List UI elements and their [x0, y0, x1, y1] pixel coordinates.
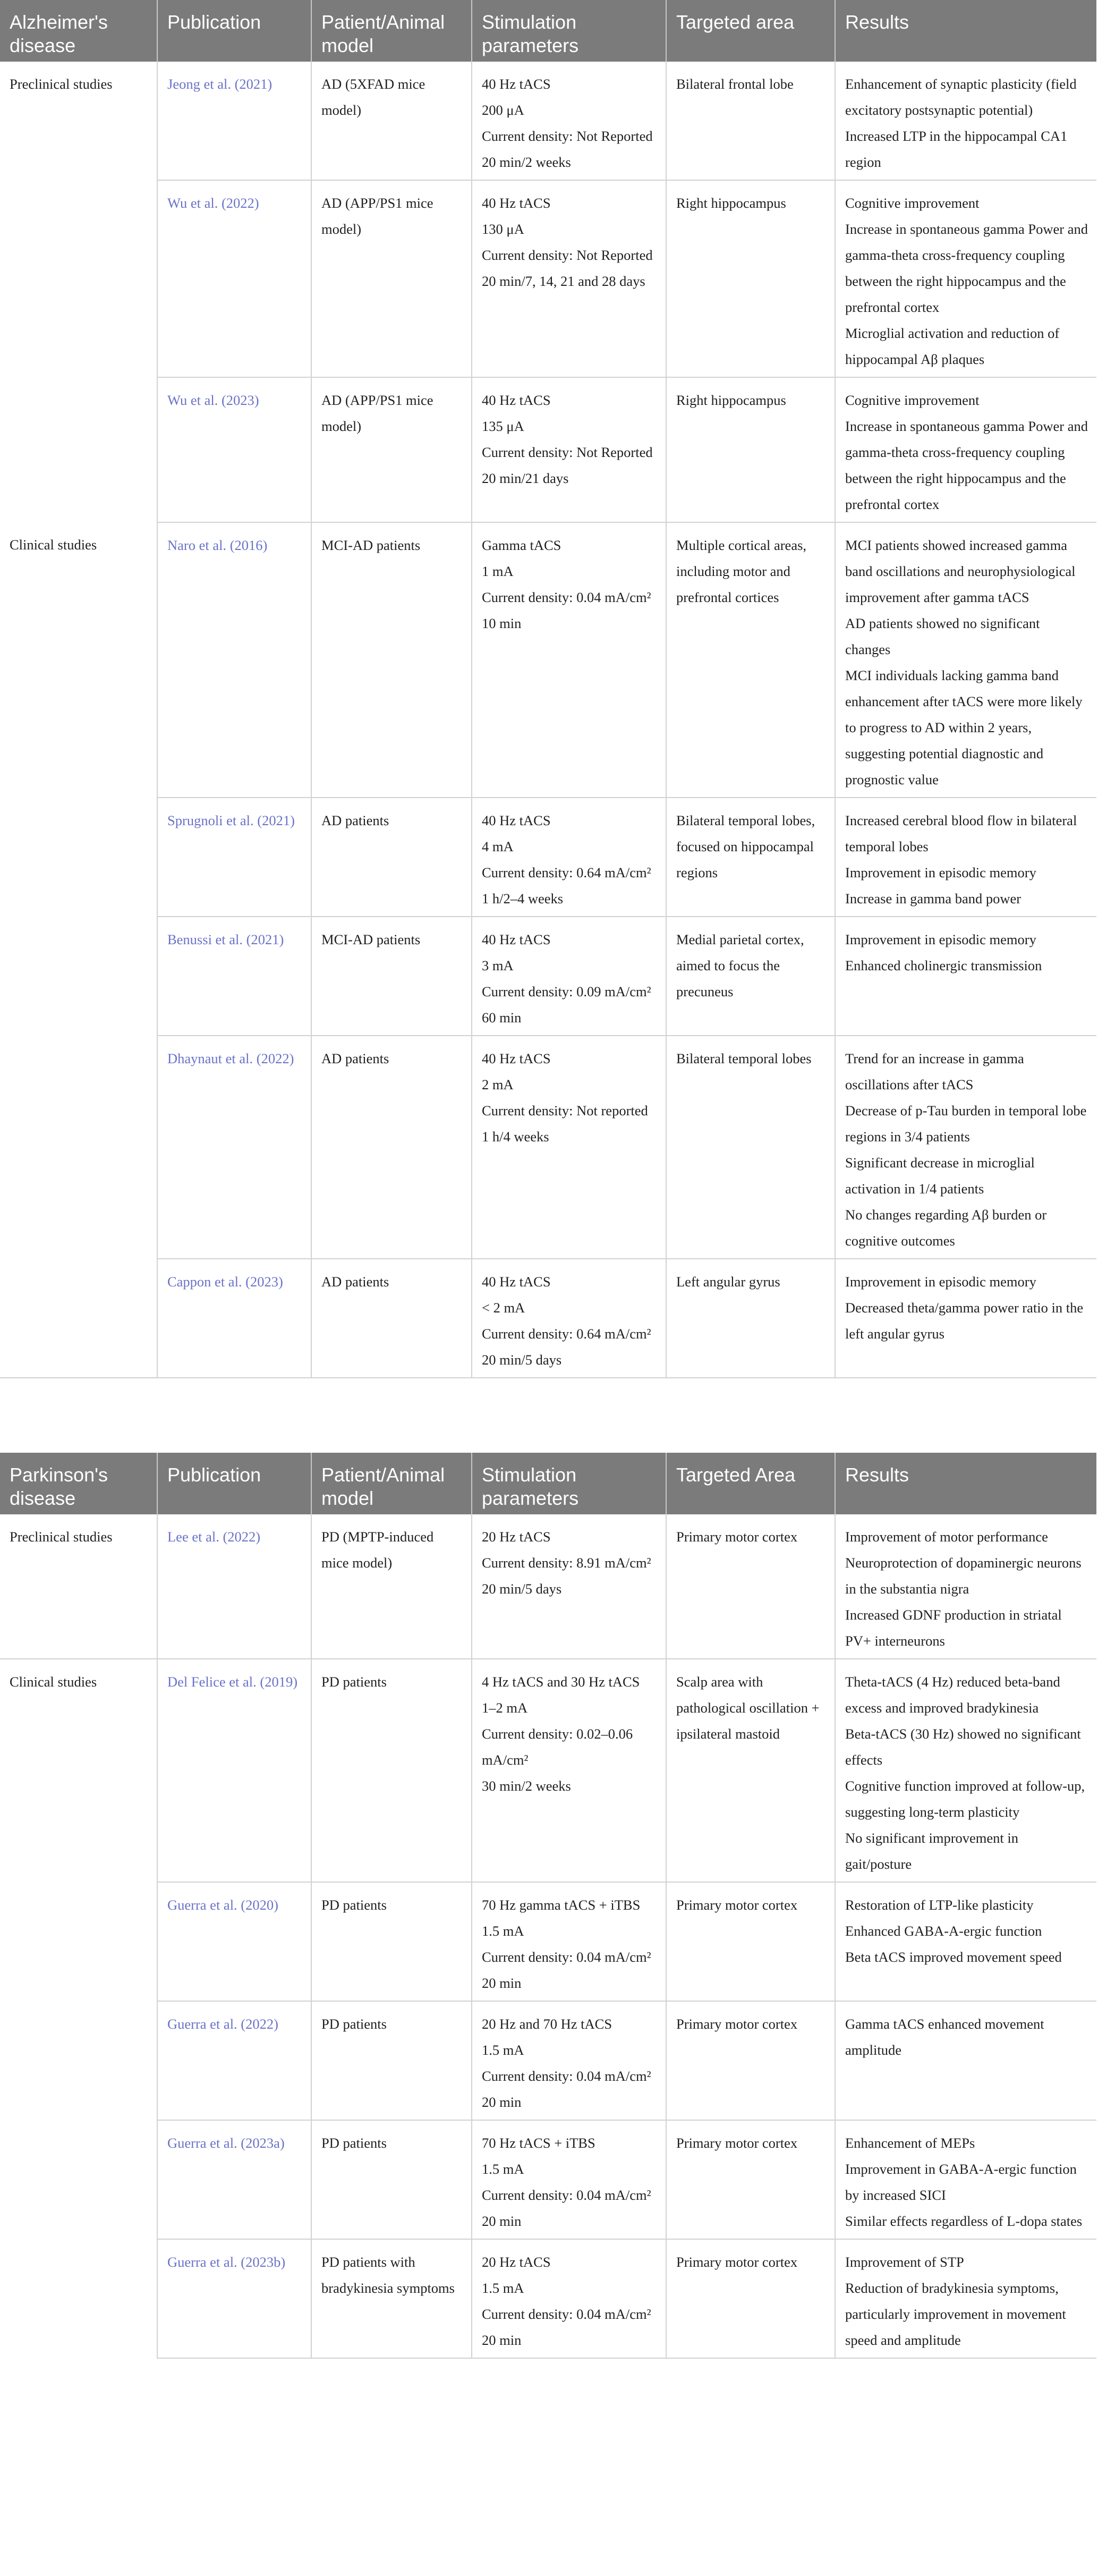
- publication-link[interactable]: Sprugnoli et al. (2021): [167, 812, 295, 828]
- result-line: Cognitive improvement: [845, 392, 980, 408]
- publication-link[interactable]: Naro et al. (2016): [167, 537, 268, 553]
- result-line: Increase in gamma band power: [845, 891, 1022, 906]
- param-line: 2 mA: [482, 1077, 514, 1092]
- header-publication: Publication: [157, 1453, 311, 1514]
- header-results: Results: [835, 1453, 1096, 1514]
- result-line: Improvement in episodic memory: [845, 1274, 1036, 1290]
- param-line: 1 h/4 weeks: [482, 1129, 549, 1145]
- parkinsons-table: [0, 1453, 1096, 2359]
- param-line: 40 Hz tACS: [482, 392, 551, 408]
- publication-link[interactable]: Jeong et al. (2021): [167, 76, 273, 92]
- study-group: Preclinical studies: [0, 1514, 157, 1659]
- param-line: 40 Hz tACS: [482, 812, 551, 828]
- param-line: 20 min/21 days: [482, 470, 569, 486]
- param-line: 20 Hz tACS: [482, 2254, 551, 2270]
- result-line: Increase in spontaneous gamma Power and gamma-theta cross-frequency coupling between the right hippocampus and the prefrontal cortex: [845, 221, 1088, 315]
- param-line: Current density: 0.64 mA/cm²: [482, 865, 651, 880]
- table-row: [0, 377, 1096, 522]
- param-line: 135 μA: [482, 418, 524, 434]
- model-cell: AD (APP/PS1 mice model): [311, 180, 472, 377]
- table-row: [0, 180, 1096, 377]
- result-line: Beta-tACS (30 Hz) showed no significant effects: [845, 1726, 1081, 1768]
- param-line: Current density: 0.04 mA/cm²: [482, 2306, 651, 2322]
- table-row: [0, 1036, 1096, 1259]
- parkinsons-header-row: [0, 1453, 1096, 1514]
- result-line: Improvement in GABA-A-ergic function by increased SICI: [845, 2161, 1077, 2203]
- result-line: AD patients showed no significant changes: [845, 615, 1040, 657]
- area-cell: Bilateral frontal lobe: [666, 62, 835, 180]
- header-results: Results: [835, 0, 1096, 62]
- result-line: Restoration of LTP-like plasticity: [845, 1897, 1034, 1913]
- model-cell: MCI-AD patients: [311, 917, 472, 1036]
- result-line: Decreased theta/gamma power ratio in the left angular gyrus: [845, 1300, 1084, 1342]
- publication-link[interactable]: Guerra et al. (2023b): [167, 2254, 286, 2270]
- param-line: 20 min/5 days: [482, 1581, 562, 1597]
- param-line: Current density: 0.09 mA/cm²: [482, 984, 651, 999]
- param-line: 1 h/2–4 weeks: [482, 891, 564, 906]
- header-area: Targeted area: [666, 0, 835, 62]
- result-line: Similar effects regardless of L-dopa states: [845, 2213, 1083, 2229]
- param-line: 40 Hz tACS: [482, 1274, 551, 1290]
- table-row: [0, 1659, 1096, 1882]
- table-row: [0, 1259, 1096, 1378]
- params-cell: [472, 2239, 666, 2358]
- model-cell: AD (5XFAD mice model): [311, 62, 472, 180]
- model-cell: PD (MPTP-induced mice model): [311, 1514, 472, 1659]
- header-params: Stimulation parameters: [472, 1453, 666, 1514]
- results-cell: [835, 1036, 1096, 1259]
- results-cell: [835, 1659, 1096, 1882]
- table-row: [0, 1882, 1096, 2001]
- results-cell: [835, 1882, 1096, 2001]
- publication-link[interactable]: Wu et al. (2022): [167, 195, 259, 211]
- table-row: [0, 2001, 1096, 2120]
- param-line: 40 Hz tACS: [482, 931, 551, 947]
- result-line: Theta-tACS (4 Hz) reduced beta-band excess and improved bradykinesia: [845, 1674, 1060, 1716]
- publication-link[interactable]: Benussi et al. (2021): [167, 931, 284, 947]
- params-cell: [472, 1882, 666, 2001]
- table-row: [0, 62, 1096, 180]
- param-line: 20 min: [482, 1975, 522, 1991]
- results-cell: [835, 1259, 1096, 1378]
- result-line: Increased GDNF production in striatal PV+ interneurons: [845, 1607, 1062, 1649]
- param-line: 1.5 mA: [482, 1923, 524, 1939]
- area-cell: Primary motor cortex: [666, 2120, 835, 2239]
- param-line: Current density: Not Reported: [482, 247, 653, 263]
- param-line: Current density: 0.04 mA/cm²: [482, 2068, 651, 2084]
- model-cell: MCI-AD patients: [311, 522, 472, 798]
- result-line: Beta tACS improved movement speed: [845, 1949, 1062, 1965]
- result-line: Microglial activation and reduction of hippocampal Aβ plaques: [845, 325, 1060, 367]
- area-cell: Right hippocampus: [666, 377, 835, 522]
- params-cell: [472, 377, 666, 522]
- model-cell: PD patients: [311, 1659, 472, 1882]
- params-cell: [472, 917, 666, 1036]
- publication-cell: [157, 1882, 311, 2001]
- params-cell: [472, 2120, 666, 2239]
- param-line: 70 Hz tACS + iTBS: [482, 2135, 595, 2151]
- param-line: 20 min/2 weeks: [482, 154, 571, 170]
- param-line: 20 min/5 days: [482, 1352, 562, 1368]
- study-group: Clinical studies: [0, 522, 157, 1378]
- param-line: < 2 mA: [482, 1300, 525, 1316]
- header-model: Patient/Animal model: [311, 1453, 472, 1514]
- result-line: Cognitive function improved at follow-up, suggesting long-term plasticity: [845, 1778, 1085, 1820]
- results-cell: [835, 377, 1096, 522]
- area-cell: Right hippocampus: [666, 180, 835, 377]
- study-group: Preclinical studies: [0, 62, 157, 522]
- publication-cell: [157, 798, 311, 917]
- param-line: 10 min: [482, 615, 522, 631]
- param-line: 30 min/2 weeks: [482, 1778, 571, 1794]
- area-cell: Primary motor cortex: [666, 1514, 835, 1659]
- results-cell: [835, 180, 1096, 377]
- param-line: Current density: 8.91 mA/cm²: [482, 1555, 651, 1571]
- model-cell: AD patients: [311, 1259, 472, 1378]
- param-line: 60 min: [482, 1010, 522, 1026]
- publication-link[interactable]: Del Felice et al. (2019): [167, 1674, 298, 1690]
- result-line: Improvement in episodic memory: [845, 865, 1036, 880]
- model-cell: PD patients: [311, 2120, 472, 2239]
- table-row: [0, 2120, 1096, 2239]
- param-line: 4 mA: [482, 838, 514, 854]
- result-line: Significant decrease in microglial activation in 1/4 patients: [845, 1155, 1035, 1197]
- param-line: Current density: 0.04 mA/cm²: [482, 2187, 651, 2203]
- param-line: 40 Hz tACS: [482, 76, 551, 92]
- param-line: Current density: 0.64 mA/cm²: [482, 1326, 651, 1342]
- param-line: 1.5 mA: [482, 2042, 524, 2058]
- param-line: 1.5 mA: [482, 2280, 524, 2296]
- param-line: 3 mA: [482, 957, 514, 973]
- param-line: Current density: Not reported: [482, 1103, 648, 1118]
- publication-link[interactable]: Wu et al. (2023): [167, 392, 259, 408]
- result-line: Enhancement of synaptic plasticity (field excitatory postsynaptic potential): [845, 76, 1077, 118]
- params-cell: [472, 62, 666, 180]
- publication-link[interactable]: Guerra et al. (2022): [167, 2016, 278, 2032]
- publication-cell: [157, 1036, 311, 1259]
- results-cell: [835, 1514, 1096, 1659]
- area-cell: Primary motor cortex: [666, 1882, 835, 2001]
- area-cell: Multiple cortical areas, including motor and prefrontal cortices: [666, 522, 835, 798]
- header-disease: Alzheimer's disease: [0, 0, 157, 62]
- param-line: Current density: 0.04 mA/cm²: [482, 589, 651, 605]
- publication-link[interactable]: Cappon et al. (2023): [167, 1274, 283, 1290]
- area-cell: Scalp area with pathological oscillation + ipsilateral mastoid: [666, 1659, 835, 1882]
- table-row: [0, 522, 1096, 798]
- result-line: Trend for an increase in gamma oscillations after tACS: [845, 1050, 1024, 1092]
- result-line: Improvement in episodic memory: [845, 931, 1036, 947]
- publication-cell: [157, 2001, 311, 2120]
- area-cell: Left angular gyrus: [666, 1259, 835, 1378]
- publication-cell: [157, 917, 311, 1036]
- publication-cell: [157, 1259, 311, 1378]
- param-line: 20 min: [482, 2332, 522, 2348]
- publication-cell: [157, 1514, 311, 1659]
- param-line: Current density: 0.02–0.06 mA/cm²: [482, 1726, 633, 1768]
- param-line: Current density: Not Reported: [482, 128, 653, 144]
- model-cell: PD patients with bradykinesia symptoms: [311, 2239, 472, 2358]
- model-cell: PD patients: [311, 1882, 472, 2001]
- publication-cell: [157, 62, 311, 180]
- param-line: 200 μA: [482, 102, 524, 118]
- results-cell: [835, 798, 1096, 917]
- param-line: 1.5 mA: [482, 2161, 524, 2177]
- param-line: 1–2 mA: [482, 1700, 528, 1716]
- table-row: [0, 917, 1096, 1036]
- params-cell: [472, 1259, 666, 1378]
- results-cell: [835, 2239, 1096, 2358]
- area-cell: Bilateral temporal lobes, focused on hippocampal regions: [666, 798, 835, 917]
- results-cell: [835, 62, 1096, 180]
- result-line: MCI patients showed increased gamma band oscillations and neurophysiological improvement after gamma tACS: [845, 537, 1076, 605]
- model-cell: AD (APP/PS1 mice model): [311, 377, 472, 522]
- param-line: Current density: 0.04 mA/cm²: [482, 1949, 651, 1965]
- param-line: 40 Hz tACS: [482, 1050, 551, 1066]
- header-area: Targeted Area: [666, 1453, 835, 1514]
- result-line: No significant improvement in gait/posture: [845, 1830, 1019, 1872]
- params-cell: [472, 522, 666, 798]
- param-line: 70 Hz gamma tACS + iTBS: [482, 1897, 641, 1913]
- model-cell: AD patients: [311, 1036, 472, 1259]
- param-line: 20 min: [482, 2213, 522, 2229]
- param-line: 1 mA: [482, 563, 514, 579]
- result-line: No changes regarding Aβ burden or cognitive outcomes: [845, 1207, 1047, 1249]
- results-cell: [835, 917, 1096, 1036]
- param-line: 20 Hz tACS: [482, 1529, 551, 1545]
- params-cell: [472, 798, 666, 917]
- result-line: Increased LTP in the hippocampal CA1 region: [845, 128, 1068, 170]
- table-row: [0, 1514, 1096, 1659]
- param-line: Gamma tACS: [482, 537, 561, 553]
- result-line: Neuroprotection of dopaminergic neurons in the substantia nigra: [845, 1555, 1082, 1597]
- area-cell: Primary motor cortex: [666, 2239, 835, 2358]
- result-line: Gamma tACS enhanced movement amplitude: [845, 2016, 1044, 2058]
- param-line: 20 min/7, 14, 21 and 28 days: [482, 273, 645, 289]
- publication-cell: [157, 2239, 311, 2358]
- param-line: Current density: Not Reported: [482, 444, 653, 460]
- publication-link[interactable]: Lee et al. (2022): [167, 1529, 261, 1545]
- params-cell: [472, 1659, 666, 1882]
- result-line: Increased cerebral blood flow in bilateral temporal lobes: [845, 812, 1077, 854]
- result-line: Enhanced cholinergic transmission: [845, 957, 1042, 973]
- result-line: MCI individuals lacking gamma band enhancement after tACS were more likely to progress to AD within 2 years, suggesting potential diagnostic and prognostic value: [845, 667, 1083, 787]
- model-cell: PD patients: [311, 2001, 472, 2120]
- publication-link[interactable]: Guerra et al. (2020): [167, 1897, 278, 1913]
- header-model: Patient/Animal model: [311, 0, 472, 62]
- publication-cell: [157, 180, 311, 377]
- results-cell: [835, 2120, 1096, 2239]
- param-line: 40 Hz tACS: [482, 195, 551, 211]
- header-publication: Publication: [157, 0, 311, 62]
- header-params: Stimulation parameters: [472, 0, 666, 62]
- result-line: Improvement of motor performance: [845, 1529, 1048, 1545]
- table-row: [0, 2239, 1096, 2358]
- params-cell: [472, 1514, 666, 1659]
- param-line: 20 Hz and 70 Hz tACS: [482, 2016, 612, 2032]
- alzheimers-header-row: [0, 0, 1096, 62]
- results-cell: [835, 522, 1096, 798]
- publication-cell: [157, 522, 311, 798]
- area-cell: Medial parietal cortex, aimed to focus the precuneus: [666, 917, 835, 1036]
- results-cell: [835, 2001, 1096, 2120]
- study-group: Clinical studies: [0, 1659, 157, 2358]
- model-cell: AD patients: [311, 798, 472, 917]
- param-line: 4 Hz tACS and 30 Hz tACS: [482, 1674, 640, 1690]
- header-disease: Parkinson's disease: [0, 1453, 157, 1514]
- result-line: Increase in spontaneous gamma Power and gamma-theta cross-frequency coupling between the right hippocampus and the prefrontal cortex: [845, 418, 1088, 512]
- result-line: Enhanced GABA-A-ergic function: [845, 1923, 1042, 1939]
- result-line: Decrease of p-Tau burden in temporal lobe regions in 3/4 patients: [845, 1103, 1087, 1145]
- result-line: Reduction of bradykinesia symptoms, particularly improvement in movement speed and amplitude: [845, 2280, 1066, 2348]
- param-line: 20 min: [482, 2094, 522, 2110]
- params-cell: [472, 2001, 666, 2120]
- result-line: Improvement of STP: [845, 2254, 964, 2270]
- params-cell: [472, 180, 666, 377]
- publication-cell: [157, 377, 311, 522]
- area-cell: Primary motor cortex: [666, 2001, 835, 2120]
- result-line: Enhancement of MEPs: [845, 2135, 975, 2151]
- area-cell: Bilateral temporal lobes: [666, 1036, 835, 1259]
- table-row: [0, 798, 1096, 917]
- publication-link[interactable]: Dhaynaut et al. (2022): [167, 1050, 294, 1066]
- params-cell: [472, 1036, 666, 1259]
- publication-cell: [157, 1659, 311, 1882]
- param-line: 130 μA: [482, 221, 524, 237]
- publication-link[interactable]: Guerra et al. (2023a): [167, 2135, 285, 2151]
- publication-cell: [157, 2120, 311, 2239]
- result-line: Cognitive improvement: [845, 195, 980, 211]
